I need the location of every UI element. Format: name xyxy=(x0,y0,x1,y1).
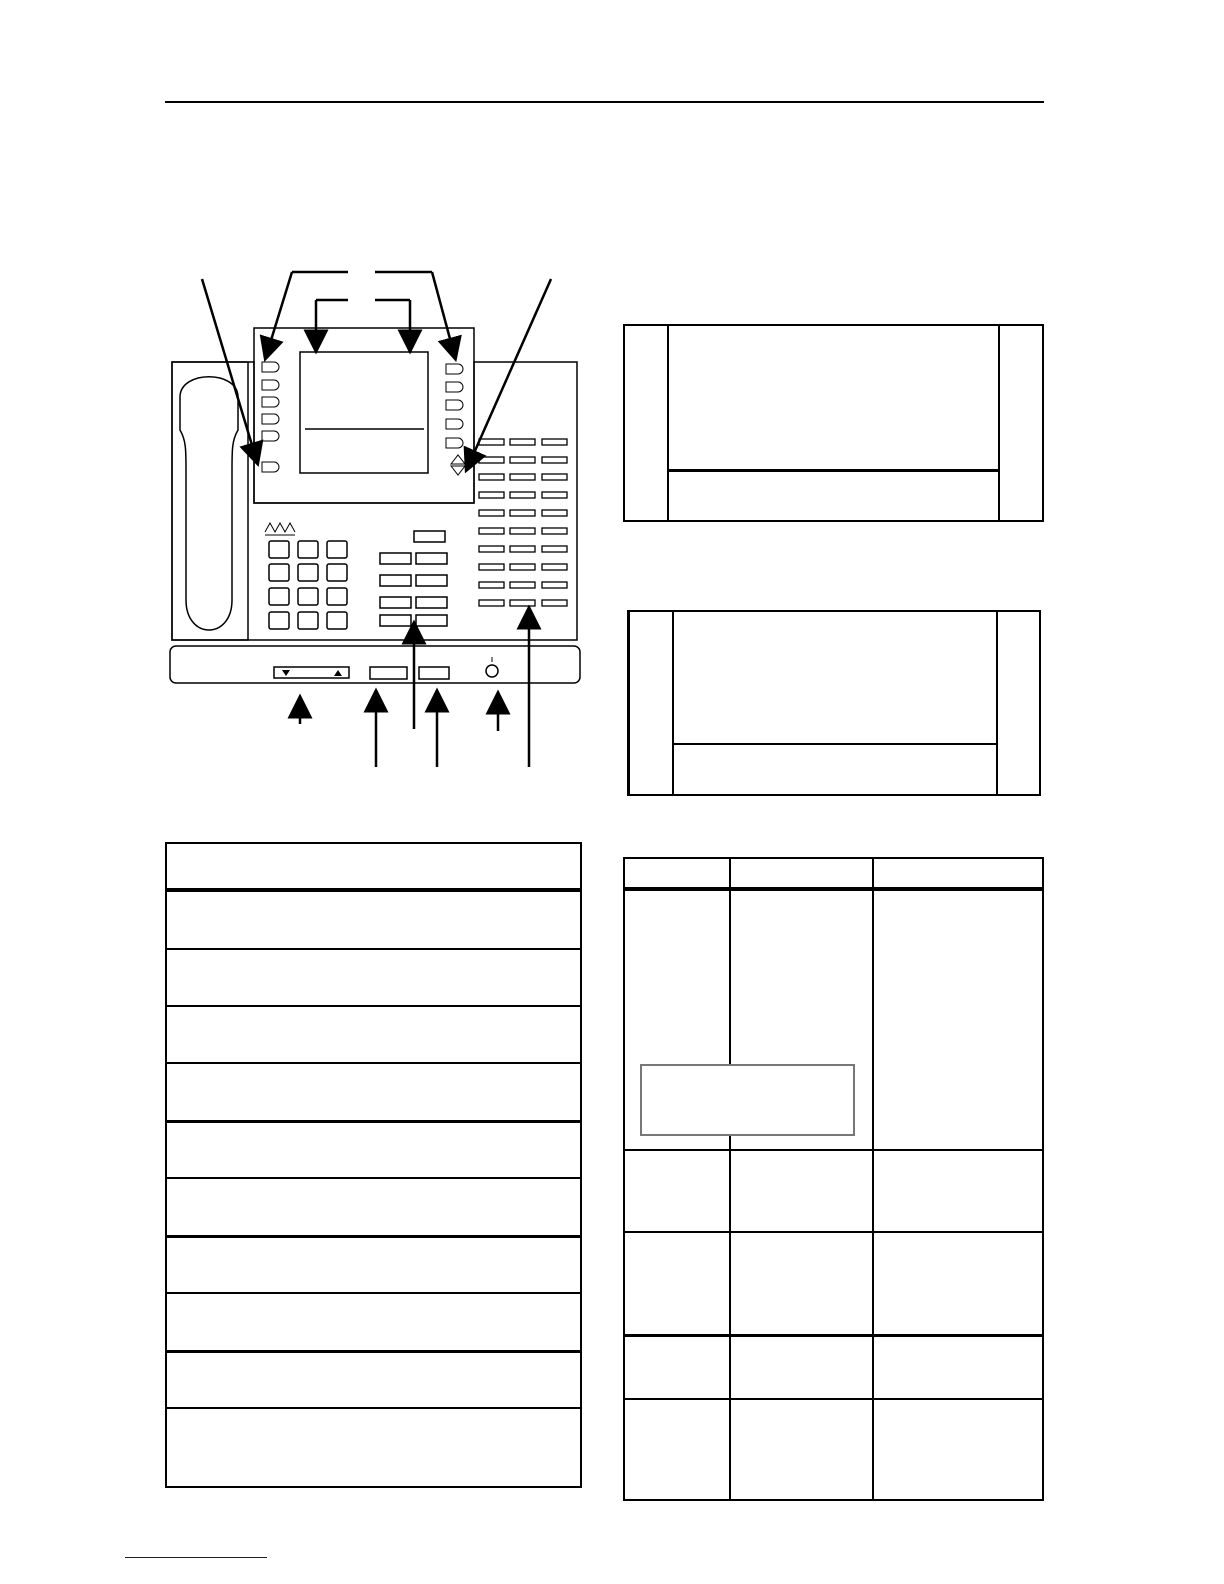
left-table-row xyxy=(167,1007,580,1064)
left-table-row xyxy=(167,950,580,1007)
right-table-header-cell xyxy=(625,859,729,887)
left-table-row xyxy=(167,1064,580,1123)
right-table-note-box xyxy=(640,1064,855,1136)
footer-link-underline[interactable] xyxy=(125,1557,267,1558)
programmable-keys xyxy=(479,439,567,606)
left-table-row xyxy=(167,896,580,950)
right-table-cell xyxy=(731,1151,872,1231)
box2-main-text xyxy=(674,612,996,745)
box1-side-text xyxy=(625,326,669,520)
volume-arrows-icon xyxy=(282,670,342,676)
softkeys-left xyxy=(262,362,279,472)
softkeys-right xyxy=(446,364,463,448)
right-box-2 xyxy=(627,610,1041,796)
right-table-cell xyxy=(874,1400,1042,1499)
scroll-arrows-icon xyxy=(451,455,465,475)
right-table-cell xyxy=(625,891,729,1061)
right-table-cell xyxy=(731,891,872,1061)
box1-footer-text xyxy=(669,472,998,520)
right-box-1 xyxy=(623,324,1044,522)
right-table-cell xyxy=(625,1233,729,1334)
right-table-cell xyxy=(874,891,1042,1149)
logo-icon xyxy=(265,523,295,535)
box2-side-text xyxy=(630,612,674,794)
dialpad xyxy=(269,541,347,629)
box1-right-column xyxy=(998,326,1042,520)
right-table-cell xyxy=(874,1233,1042,1334)
left-table-row xyxy=(167,1123,580,1179)
right-table-cell xyxy=(874,1151,1042,1231)
box1-main-text xyxy=(669,326,998,472)
left-table-header xyxy=(167,844,580,892)
left-table-row xyxy=(167,1238,580,1294)
right-table-cell xyxy=(731,1337,872,1398)
right-table-cell xyxy=(625,1151,729,1231)
handset-icon xyxy=(172,362,248,640)
top-rule xyxy=(165,101,1044,103)
left-table-row xyxy=(167,1409,580,1486)
box2-right-column xyxy=(996,612,1040,794)
display-module xyxy=(254,328,474,503)
right-table-cell xyxy=(625,1400,729,1499)
feature-keys xyxy=(380,531,447,626)
left-table-row xyxy=(167,1294,580,1353)
left-table xyxy=(165,842,582,1488)
left-table-row xyxy=(167,1353,580,1409)
right-table-cell xyxy=(731,1233,872,1334)
right-table-cell xyxy=(731,1400,872,1499)
phone-diagram xyxy=(150,260,600,780)
bottom-strip xyxy=(170,646,580,683)
right-table-cell xyxy=(625,1337,729,1398)
right-table-header-cell xyxy=(874,859,1042,887)
left-table-row xyxy=(167,1179,580,1238)
box2-footer-text xyxy=(674,745,996,794)
right-table-header-cell xyxy=(731,859,872,887)
right-table-cell xyxy=(874,1337,1042,1398)
right-table xyxy=(623,857,1044,1501)
